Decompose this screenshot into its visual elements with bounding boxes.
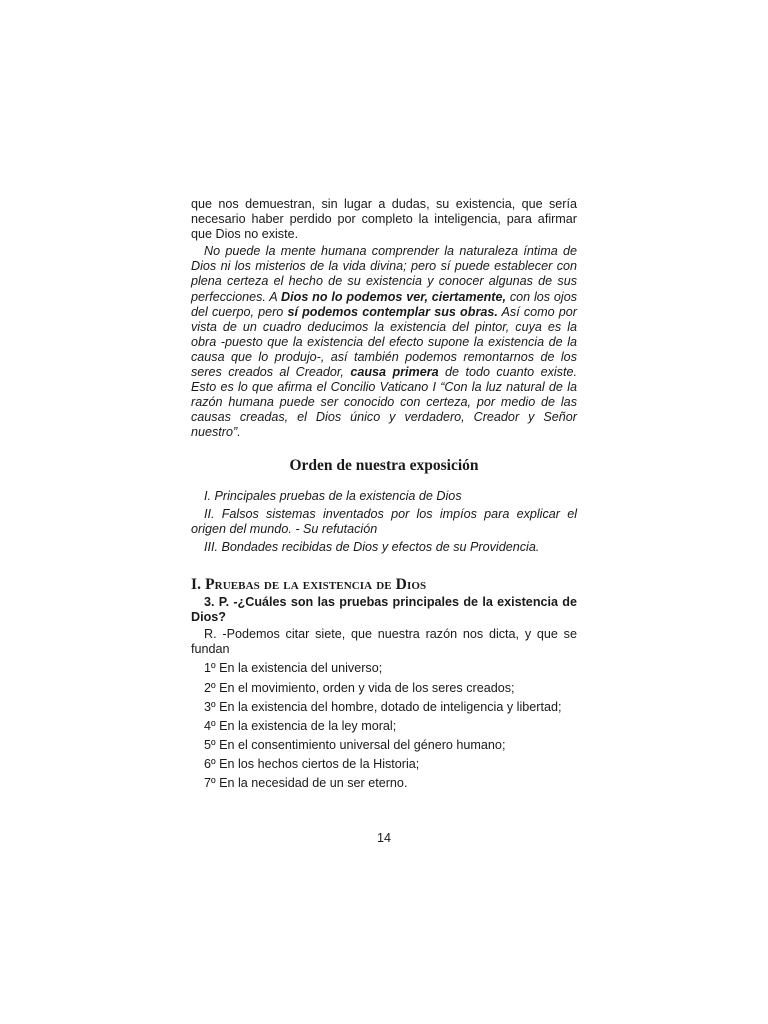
text-span: de todo cuanto existe. Esto es lo que afirma el Concilio Vaticano I “Con la luz natural de la razón humana puede ser conocido con certeza, por medio de las causas creadas, el Dios único y verdadero, Creador y Señor nuestro”. [191,365,577,440]
proof-item: 1º En la existencia del universo; [204,661,383,676]
proof-item: 2º En el movimiento, orden y vida de los seres creados; [204,680,515,695]
bold-phrase: sí podemos contemplar sus obras. [287,304,498,319]
answer-text: R. -Podemos citar siete, que nuestra razón nos dicta, y que se fundan [191,627,577,657]
text-span: Así como por vista de un cuadro deducimos la existencia del pintor, cuya es la obra -puesto que la existencia del efecto supone la existencia de la causa que lo produjo-, así también podemos remontarnos de los seres creados al Creador, [191,304,577,380]
outline-item: III. Bondades recibidas de Dios y efectos de su Providencia. [204,539,540,554]
paragraph-knowledge-of-god [191,244,577,440]
proof-item: 6º En los hechos ciertos de la Historia; [204,756,420,771]
paragraph-intro: que nos demuestran, sin lugar a dudas, su existencia, que sería necesario haber perdido por completo la inteligencia, para afirmar que Dios no existe. [191,197,577,242]
proof-item: 4º En la existencia de la ley moral; [204,718,397,733]
question-text: 3. P. -¿Cuáles son las pruebas principales de la existencia de Dios? [191,595,577,625]
section-heading-order: Orden de nuestra exposición [289,456,479,474]
outline-item: II. Falsos sistemas inventados por los impíos para explicar el origen del mundo. - Su refutación [191,506,577,536]
section-heading-proofs: I. Pruebas de la existencia de Dios [191,575,427,593]
page-content [191,197,577,795]
proof-item: 5º En el consentimiento universal del género humano; [204,737,506,752]
proofs-list [191,661,577,791]
text-span: No puede la mente humana comprender la naturaleza íntima de Dios ni los misterios de la vida divina; pero sí puede establecer con plena certeza el hecho de su existencia y conocer algunas de sus perfecciones. A [191,244,577,304]
text-span: con los ojos del cuerpo, pero [191,289,577,319]
bold-phrase: Dios no lo podemos ver, ciertamente, [281,289,506,304]
page-number: 14 [376,831,391,845]
bold-phrase: causa primera [350,365,439,380]
outline-list [191,489,577,555]
outline-item: I. Principales pruebas de la existencia de Dios [204,488,462,503]
proof-item: 3º En la existencia del hombre, dotado de inteligencia y libertad; [204,699,562,714]
proof-item: 7º En la necesidad de un ser eterno. [204,776,408,790]
